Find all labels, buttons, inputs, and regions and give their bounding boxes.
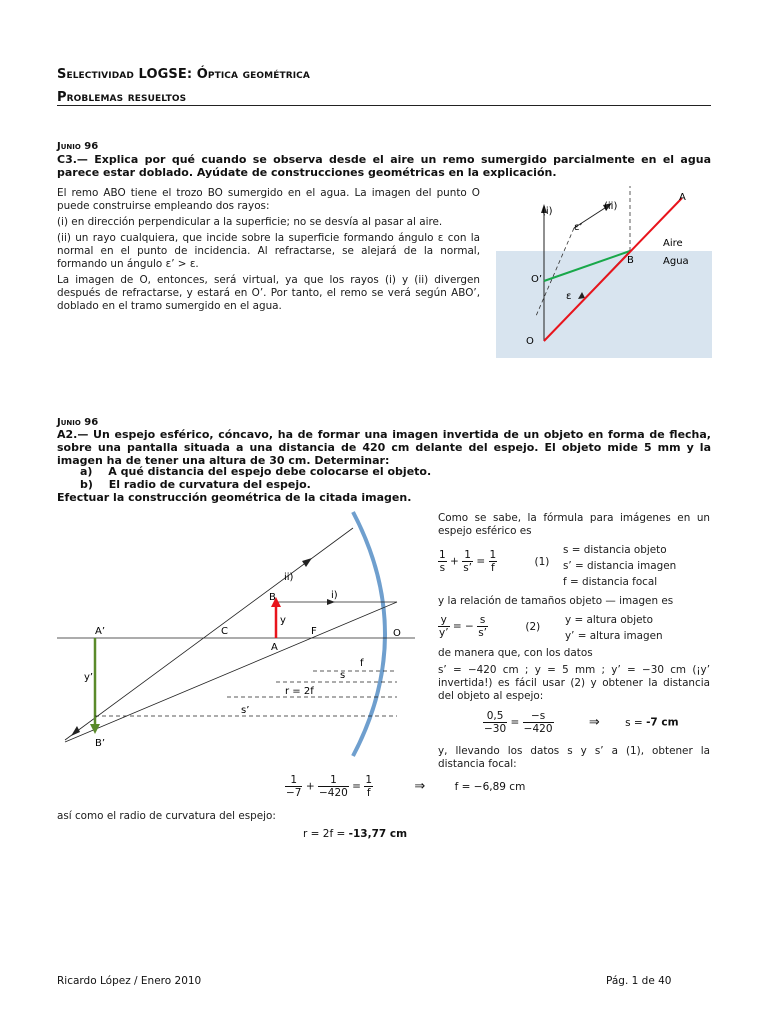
eq-term: 1 (489, 549, 497, 561)
item-text: A qué distancia del espejo debe colocarse el objeto. (108, 465, 432, 478)
label-O: O (526, 336, 534, 347)
radius-intro: así como el radio de curvatura del espejo: (57, 810, 276, 822)
label-ray-i: i) (331, 590, 338, 601)
equation-tag: (1) (534, 555, 550, 568)
eq-result-label: s = (625, 716, 647, 729)
eq-sign: = − (452, 620, 474, 633)
document-title: Selectividad LOGSE: Óptica geométrica (57, 67, 310, 82)
data-text: s’ = −420 cm ; y = 5 mm ; y’ = −30 cm (¡y’ invertida!) es fácil usar (2) y obtener la distancia del objeto al espejo: (438, 664, 710, 702)
label-O: O (393, 628, 401, 639)
image-arrow-head (90, 724, 100, 734)
eq-term: 1 (318, 774, 349, 787)
mirror-construction-figure (57, 510, 425, 758)
definitions-2 (565, 612, 663, 644)
label-B: B (627, 255, 634, 266)
label-O-prime: O’ (531, 274, 543, 285)
label-A: A (271, 642, 278, 653)
label-C: C (221, 626, 228, 637)
label-epsilon-prime: ε’ (574, 222, 583, 233)
problem1-text (57, 187, 480, 313)
eq-term: 1 (439, 549, 446, 561)
label-aire: Aire (663, 238, 683, 249)
ray-return-arrow (71, 726, 80, 736)
object-distance-result: -7 cm (646, 716, 679, 729)
label-epsilon: ε (566, 291, 572, 302)
definition: y = altura objeto (565, 614, 653, 626)
eq-term: f (490, 562, 495, 574)
implies-arrow: ⇒ (588, 714, 600, 730)
problem1-paragraph: El remo ABO tiene el trozo BO sumergido en el agua. La imagen del punto O puede construirse empleando dos rayos: (57, 187, 480, 212)
definition: f = distancia focal (563, 576, 658, 588)
radius-result: -13,77 cm (348, 828, 408, 840)
item-marker: a) (80, 465, 93, 478)
eq-term: s’ (478, 627, 487, 639)
continuation-text: y, llevando los datos s y s’ a (1), obtener la distancia focal: (438, 745, 710, 770)
label-y-prime: y’ (84, 672, 94, 683)
eq-term: −420 (318, 787, 348, 799)
eq-term: s’ (463, 562, 472, 574)
eq-term: −30 (484, 723, 507, 735)
eq-term: y’ (439, 627, 449, 639)
formula-intro: Como se sabe, la fórmula para imágenes en un espejo esférico es (438, 512, 710, 537)
label-ray-ii: (ii) (604, 201, 618, 212)
label-A-prime: A’ (95, 626, 106, 637)
footer-page: Pág. 1 de 40 (606, 975, 672, 987)
eq-term: s (439, 562, 446, 574)
focal-equation: $\frac{1}{-7}$ + $\frac{1}{-420}$ = $\frac{1}{f}$ ⇒ f = −6,89 cm (286, 774, 526, 799)
problem1-section: Junio 96 (57, 141, 99, 152)
relation-intro: y la relación de tamaños objeto — imagen es (438, 595, 674, 607)
equation-tag: (2) (525, 620, 541, 633)
data-intro: de manera que, con los datos (438, 647, 593, 659)
eq-term: 1 (285, 774, 302, 787)
concave-mirror (353, 512, 385, 756)
focal-result: f = −6,89 cm (454, 780, 526, 793)
ray-ii-arrow (302, 558, 312, 567)
label-B: B (269, 592, 276, 603)
radius-label: r = 2f = (303, 828, 349, 840)
item-text: El radio de curvatura del espejo. (108, 478, 311, 491)
label-A: A (679, 192, 686, 203)
definition: s = distancia objeto (563, 544, 667, 556)
problem1-paragraph: (i) en dirección perpendicular a la superficie; no se desvía al pasar al aire. (57, 216, 443, 228)
problem2-item-a (80, 465, 431, 478)
eq-term: 1 (365, 774, 373, 786)
mirror-equation: $\frac{1}{s}$ + $\frac{1}{s’}$ = $\frac{1}{f}$ (1) (439, 549, 550, 574)
problem2-item-b (80, 478, 311, 491)
problem2-closing: Efectuar la construcción geométrica de la citada imagen. (57, 491, 412, 504)
label-s: s (340, 670, 346, 681)
footer-author: Ricardo López / Enero 2010 (57, 975, 202, 987)
label-agua: Agua (663, 256, 689, 267)
eq-term: y (438, 614, 450, 627)
eq-term: s (477, 614, 488, 627)
label-s-prime: s’ (241, 705, 250, 716)
eq-term: 1 (462, 549, 473, 562)
eq-term: 0,5 (483, 710, 507, 723)
label-y: y (280, 615, 286, 626)
radius-equation (303, 828, 407, 840)
object-distance-equation: $\frac{0,5}{-30}$ = $\frac{-s}{-420}$ ⇒ s = -7 cm (484, 710, 679, 735)
definition: y’ = altura imagen (565, 630, 663, 642)
magnification-equation (438, 614, 540, 639)
oar-refraction-figure (496, 186, 712, 358)
problem2-question: A2.— Un espejo esférico, cóncavo, ha de formar una imagen invertida de un objeto en forma de flecha, sobre una pantalla situada a una distancia de 420 cm delante del espejo. El objeto mide 5 mm y la imagen ha de tener una altura de 30 cm. Determinar: (57, 428, 711, 467)
ray-i-reflected (65, 602, 397, 742)
label-r-2f: r = 2f (285, 686, 314, 697)
eq-term: f (366, 787, 371, 799)
definition: s’ = distancia imagen (563, 560, 677, 572)
problem1-paragraph: La imagen de O, entonces, será virtual, ya que los rayos (i) y (ii) divergen después de refractarse, y estará en O’. Por tanto, el remo se verá según ABO’, doblado en el tramo sumergido en el agua. (57, 274, 480, 312)
eq-term: −7 (286, 787, 302, 799)
item-marker: b) (80, 478, 93, 491)
problem2-section: Junio 96 (57, 417, 99, 428)
problem1-question: C3.— Explica por qué cuando se observa desde el aire un remo sumergido parcialmente en el agua parece estar doblado. Ayúdate de construcciones geométricas en la explicación. (57, 153, 711, 179)
label-ray-i: (i) (542, 206, 553, 217)
label-ray-ii: ii) (284, 572, 294, 583)
implies-arrow: ⇒ (414, 778, 426, 794)
label-F: F (311, 626, 317, 637)
label-B-prime: B’ (95, 738, 106, 749)
document-subtitle: Problemas resueltos (57, 90, 187, 105)
eq-term: −s (523, 710, 554, 723)
label-f: f (360, 658, 364, 669)
definitions-1 (563, 542, 676, 590)
problem1-paragraph: (ii) un rayo cualquiera, que incide sobre la superficie formando ángulo ε con la normal en el punto de incidencia. Al refractarse, se alejará de la normal, formando un ángulo ε’ > ε. (57, 232, 480, 270)
header-rule (57, 105, 711, 106)
eq-term: −420 (523, 723, 553, 735)
